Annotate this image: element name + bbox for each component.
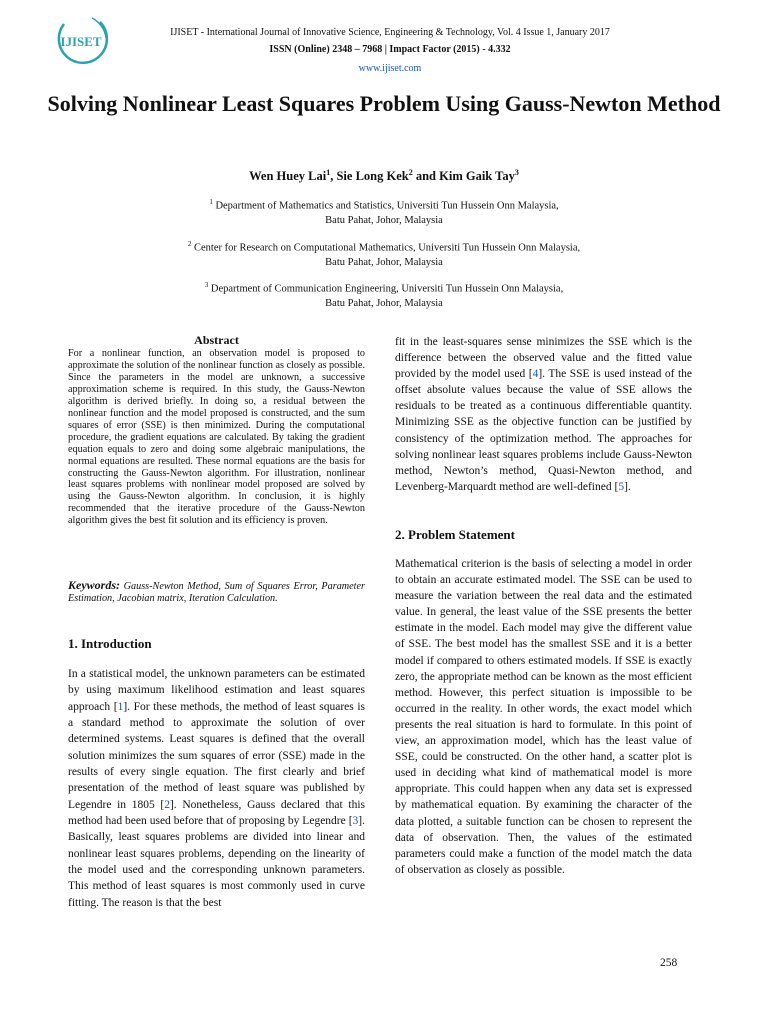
affiliation-line: Batu Pahat, Johor, Malaysia [325, 256, 443, 268]
affiliation-line: Batu Pahat, Johor, Malaysia [325, 214, 443, 226]
affiliation [90, 278, 678, 311]
page-number: 258 [660, 957, 678, 969]
author-separator: and [412, 169, 440, 184]
paper-title: Solving Nonlinear Least Squares Problem Using Gauss-Newton Method [47, 91, 721, 116]
logo-text: IJISET [60, 34, 102, 49]
author-list [90, 168, 678, 184]
author-mark: 1 [326, 168, 331, 177]
keywords [68, 579, 365, 605]
introduction-continued-text: fit in the least-squares sense minimizes the SSE which is the difference between the observed value and the fitted value provided by the model used [4]. The SSE is used instead of the offset absolute values because the value of SSE allows the residuals to be treated as a continuous differentiable quantity. Minimizing SSE as the objective function can be justified by consistency of the optimization method. The approaches for solving nonlinear least squares problems include Gauss-Newton method, Newton’s method, Quasi-Newton method, and Levenberg-Marquardt method are well-defined [5]. [395, 336, 692, 493]
author-mark: 3 [514, 168, 519, 177]
affiliation-mark: 3 [204, 281, 209, 289]
journal-website-link[interactable]: www.ijiset.com [358, 63, 422, 74]
author-separator: , [330, 169, 337, 184]
abstract-heading: Abstract [194, 333, 239, 347]
author-name: Sie Long Kek [336, 169, 409, 184]
citation-link[interactable]: 5 [618, 480, 625, 493]
problem-statement-text: Mathematical criterion is the basis of selecting a model in order to obtain an accurate estimated model. The SSE can be used to measure the variation between the real data and the estimated value. In general, the least value of the SSE presents the better estimate in the model. Each model may give the different value of SSE. The best model has the smallest SSE and it is a better model if compared to others estimated models. If SSE is exactly zero, the appropriate method can be known as the most efficient method. However, this perfect situation is impossible to be occurred in the reality. In other words, the exact model which presents the real situation is hard to formulate. In this point of view, an approximation model, which has the least value of SSE, could be constructed. On the other hand, a scatter plot is used in deciding what kind of mathematical model is more appropriate. This could happen when any data set is expressed by mathematical equation. By examining the character of the data plotted, a suitable function can be chosen to represent the data of observation. Then, the values of the estimated parameters could make a function of the model match the data of observation as closely as possible. [395, 558, 692, 876]
author-name: Kim Gaik Tay [439, 169, 515, 184]
affiliation-mark: 2 [187, 240, 192, 248]
journal-line: IJISET - International Journal of Innovative Science, Engineering & Technology, Vol. 4 Issue 1, January 2017 [170, 27, 610, 38]
citation-link[interactable]: 2 [164, 798, 170, 811]
citation-link[interactable]: 3 [352, 815, 359, 828]
section-heading-introduction: 1. Introduction [68, 636, 152, 651]
affiliation-line: Center for Research on Computational Mathematics, Universiti Tun Hussein Onn Malaysia, [194, 242, 581, 254]
affiliation-mark: 1 [209, 198, 213, 206]
citation-link[interactable]: 4 [532, 368, 539, 381]
affiliation-line: Batu Pahat, Johor, Malaysia [325, 297, 443, 309]
section-heading-problem-statement: 2. Problem Statement [395, 527, 515, 542]
author-name: Wen Huey Lai [249, 169, 327, 184]
author-mark: 2 [408, 168, 413, 177]
affiliation [90, 237, 678, 270]
affiliation-line: Department of Communication Engineering, Universiti Tun Hussein Onn Malaysia, [210, 283, 564, 295]
introduction-text: In a statistical model, the unknown parameters can be estimated by using maximum likelihood estimation and least squares approach [1]. For these methods, the method of least squares is a standard method to approximate the solution of over determined systems. Least squares is defined that the overall solution minimizes the sum squares of error (SSE) made in the results of every single equation. The first clearly and brief presentation of the method of least square was published by Legendre in 1805 [2]. Nonetheless, Gauss declared that this method had been used before that of proposing by Legendre [3]. Basically, least squares problems are divided into linear and nonlinear least squares problems, depending on the linearity of the model used and the corresponding unknown parameters. This method of least squares is most commonly used in curve fitting. The reason is that the best [68, 668, 365, 909]
keywords-text: Gauss-Newton Method, Sum of Squares Error, Parameter Estimation, Jacobian matrix, Iteration Calculation. [68, 581, 365, 604]
affiliation-line: Department of Mathematics and Statistics, Universiti Tun Hussein Onn Malaysia, [215, 200, 559, 212]
affiliation [90, 195, 678, 228]
issn-line: ISSN (Online) 2348 – 7968 | Impact Factor (2015) - 4.332 [269, 44, 511, 55]
citation-link[interactable]: 1 [117, 700, 124, 713]
keywords-label: Keywords: [68, 578, 120, 592]
abstract-text: For a nonlinear function, an observation model is proposed to approximate the solution of the nonlinear function as closely as possible. Since the parameters in the model are unknown, a successive approximation scheme is required. In this study, the Gauss-Newton algorithm is derived briefly. In doing so, a residual between the nonlinear function and the model proposed is constructed, and the sum squares of error (SSE) is then minimized. During the computational procedure, the gradient equations are calculated. By taking the gradient equation equals to zero and doing some algebraic manipulations, the normal equations are resulted. These normal equations are the basis for constructing the Gauss-Newton algorithm. For illustration, nonlinear least squares problems with nonlinear model proposed are solved by using the Gauss-Newton algorithm. In conclusion, it is highly recommended that the iterative procedure of the Gauss-Newton algorithm gives the best fit solution and its efficiency is proven. [68, 348, 365, 527]
ijiset-logo [52, 12, 110, 70]
